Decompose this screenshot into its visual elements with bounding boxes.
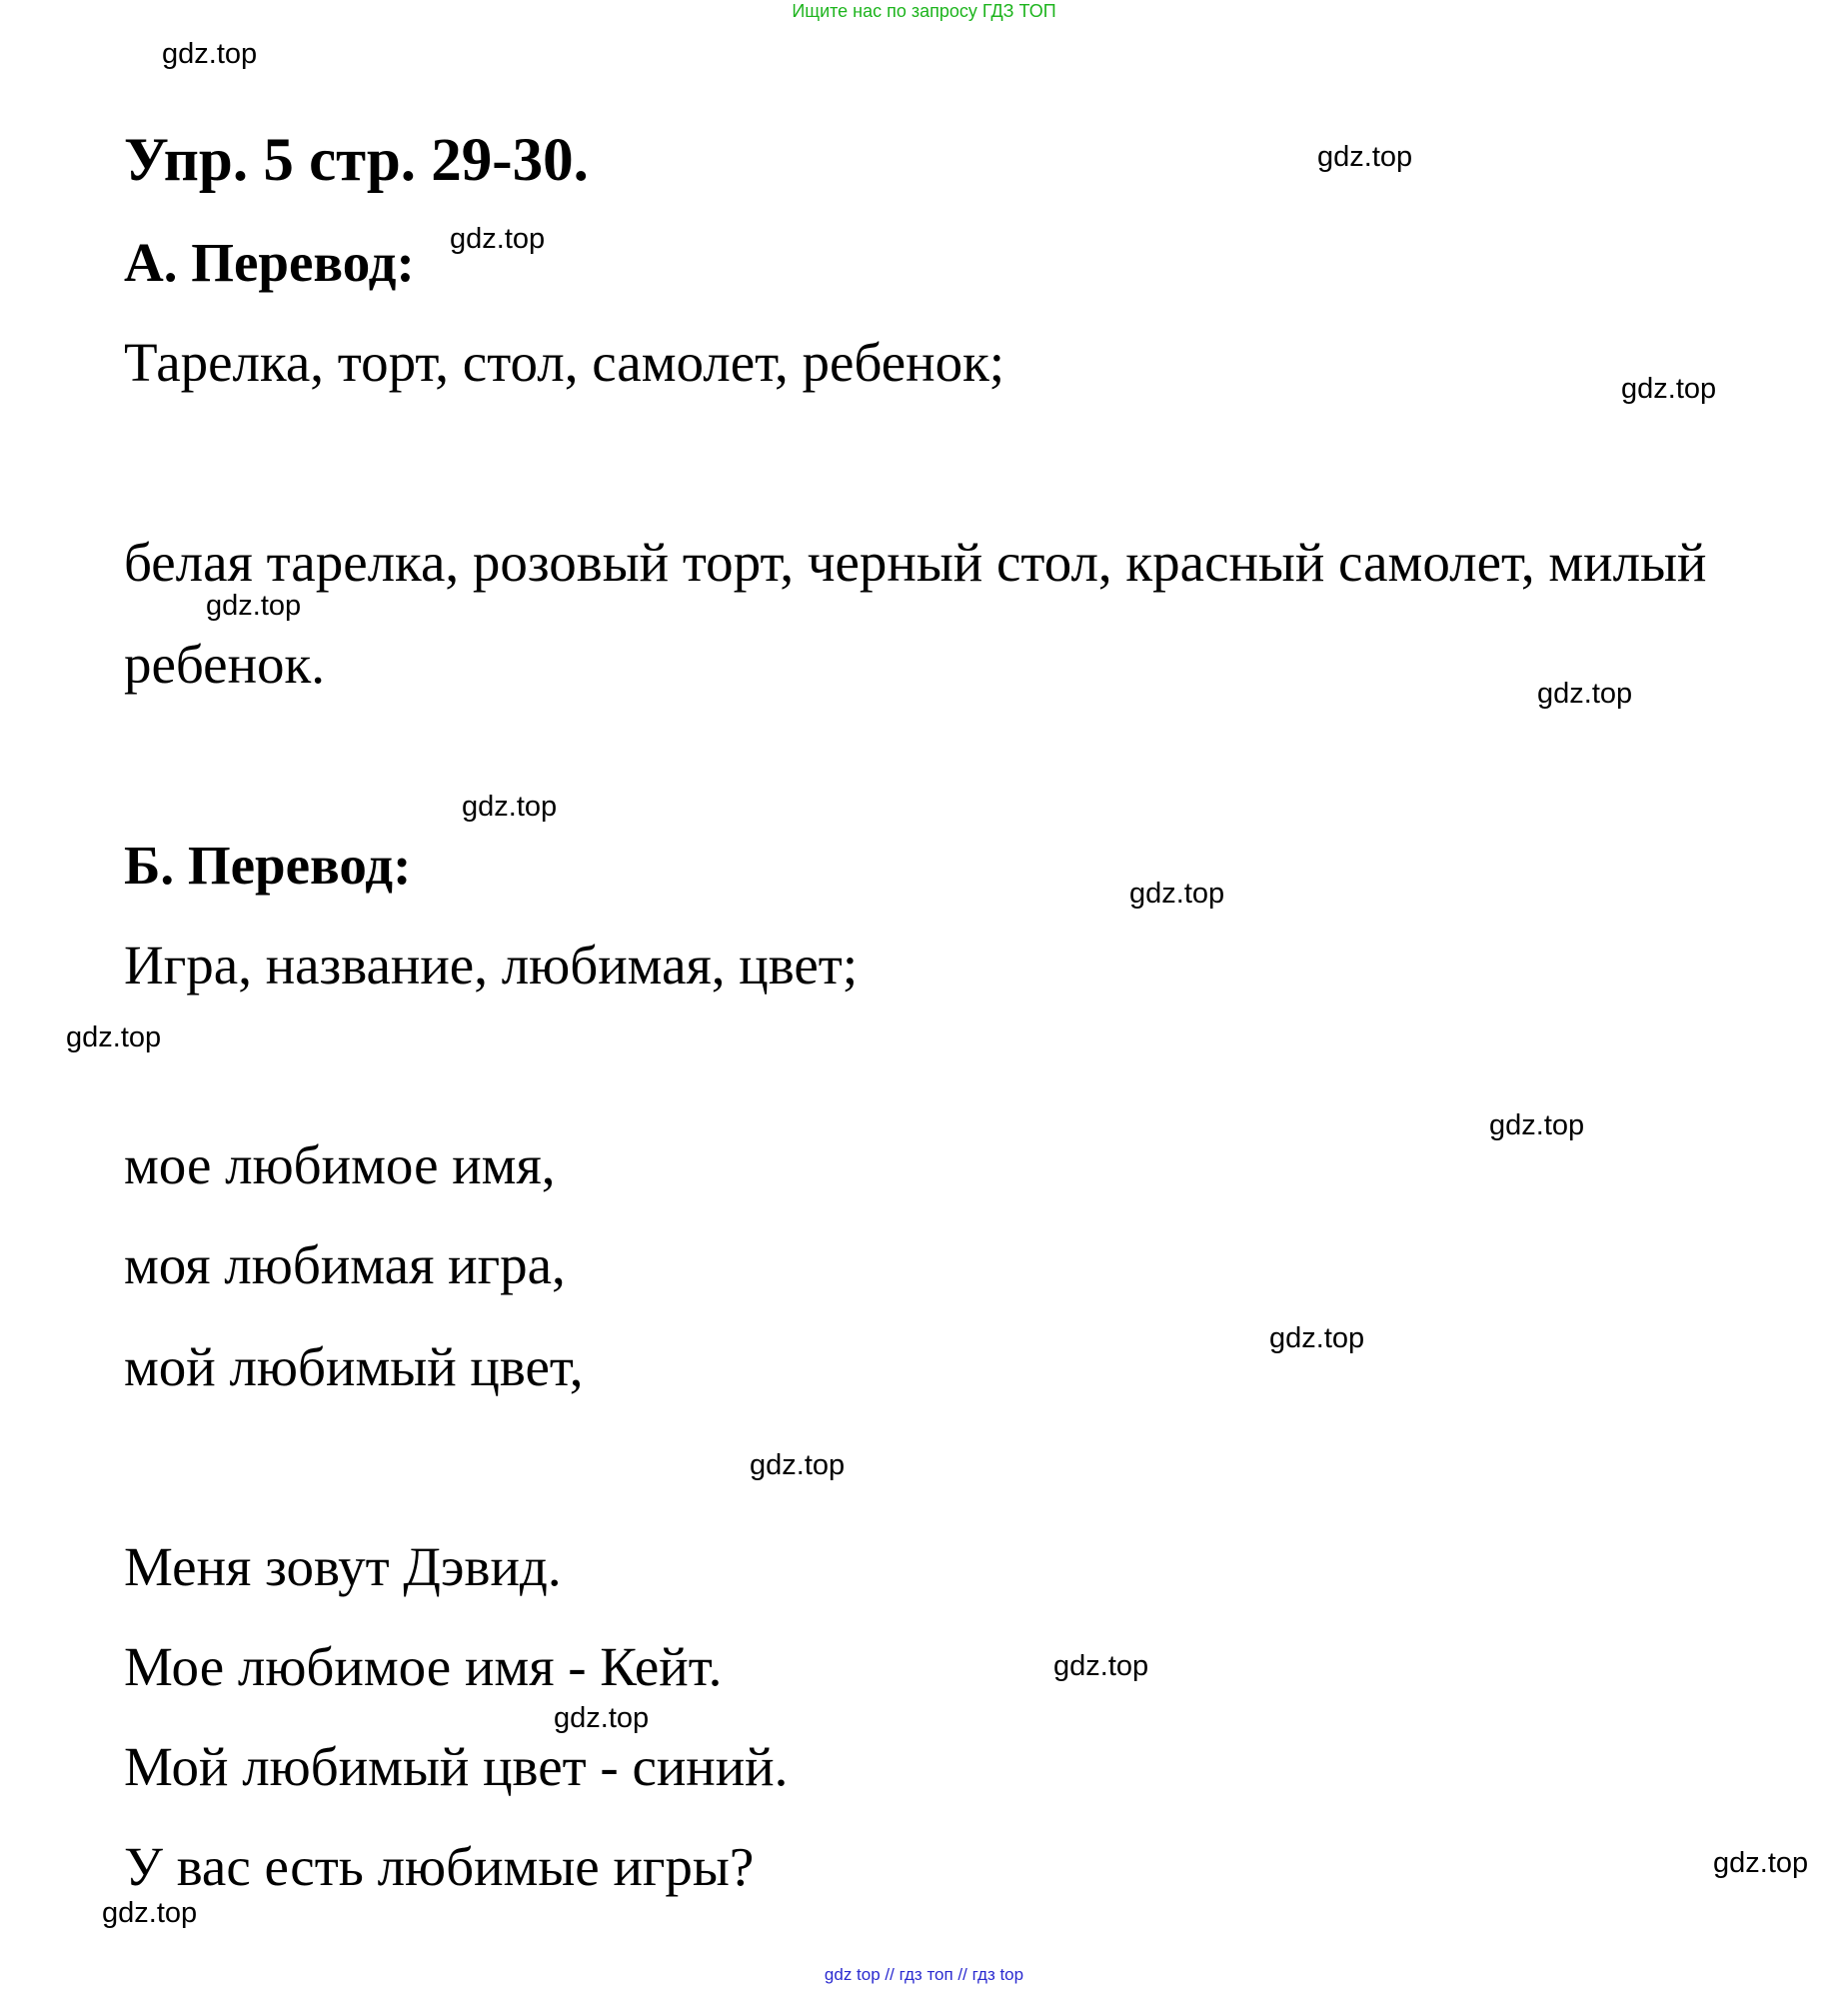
section-b-line: мой любимый цвет, bbox=[124, 1336, 584, 1397]
watermark: gdz.top bbox=[1537, 678, 1633, 710]
watermark: gdz.top bbox=[1489, 1109, 1585, 1141]
watermark: gdz.top bbox=[750, 1449, 846, 1481]
watermark: gdz.top bbox=[162, 38, 258, 70]
watermark: gdz.top bbox=[1317, 141, 1413, 173]
section-a-line: Тарелка, торт, стол, самолет, ребенок; bbox=[124, 332, 1005, 393]
watermark: gdz.top bbox=[1621, 373, 1717, 405]
section-a-line: ребенок. bbox=[124, 634, 325, 695]
section-b-line: Мой любимый цвет - синий. bbox=[124, 1736, 789, 1797]
section-b-line: Игра, название, любимая, цвет; bbox=[124, 935, 859, 995]
watermark: gdz.top bbox=[206, 590, 302, 622]
watermark: gdz.top bbox=[1129, 878, 1225, 910]
top-banner: Ищите нас по запросу ГДЗ ТОП bbox=[792, 1, 1056, 21]
section-b-heading: Б. Перевод: bbox=[124, 835, 412, 896]
watermark: gdz.top bbox=[1713, 1847, 1809, 1879]
watermark: gdz.top bbox=[554, 1702, 650, 1734]
watermark: gdz.top bbox=[1269, 1322, 1365, 1354]
section-b-line: У вас есть любимые игры? bbox=[124, 1836, 755, 1897]
watermark: gdz.top bbox=[66, 1021, 162, 1053]
footer-watermark: gdz top // гдз топ // гдз top bbox=[824, 1965, 1024, 1984]
watermark: gdz.top bbox=[1053, 1650, 1149, 1682]
section-b-line: мое любимое имя, bbox=[124, 1134, 556, 1195]
watermark: gdz.top bbox=[102, 1897, 198, 1929]
watermark: gdz.top bbox=[462, 791, 558, 823]
exercise-title: Упр. 5 стр. 29-30. bbox=[124, 127, 589, 194]
watermark: gdz.top bbox=[450, 223, 546, 255]
section-a-heading: А. Перевод: bbox=[124, 232, 415, 293]
section-a-line: белая тарелка, розовый торт, черный стол, красный самолет, милый bbox=[124, 532, 1707, 593]
section-b-line: Мое любимое имя - Кейт. bbox=[124, 1636, 723, 1697]
section-b-line: Меня зовут Дэвид. bbox=[124, 1536, 562, 1597]
section-b-line: моя любимая игра, bbox=[124, 1234, 566, 1295]
